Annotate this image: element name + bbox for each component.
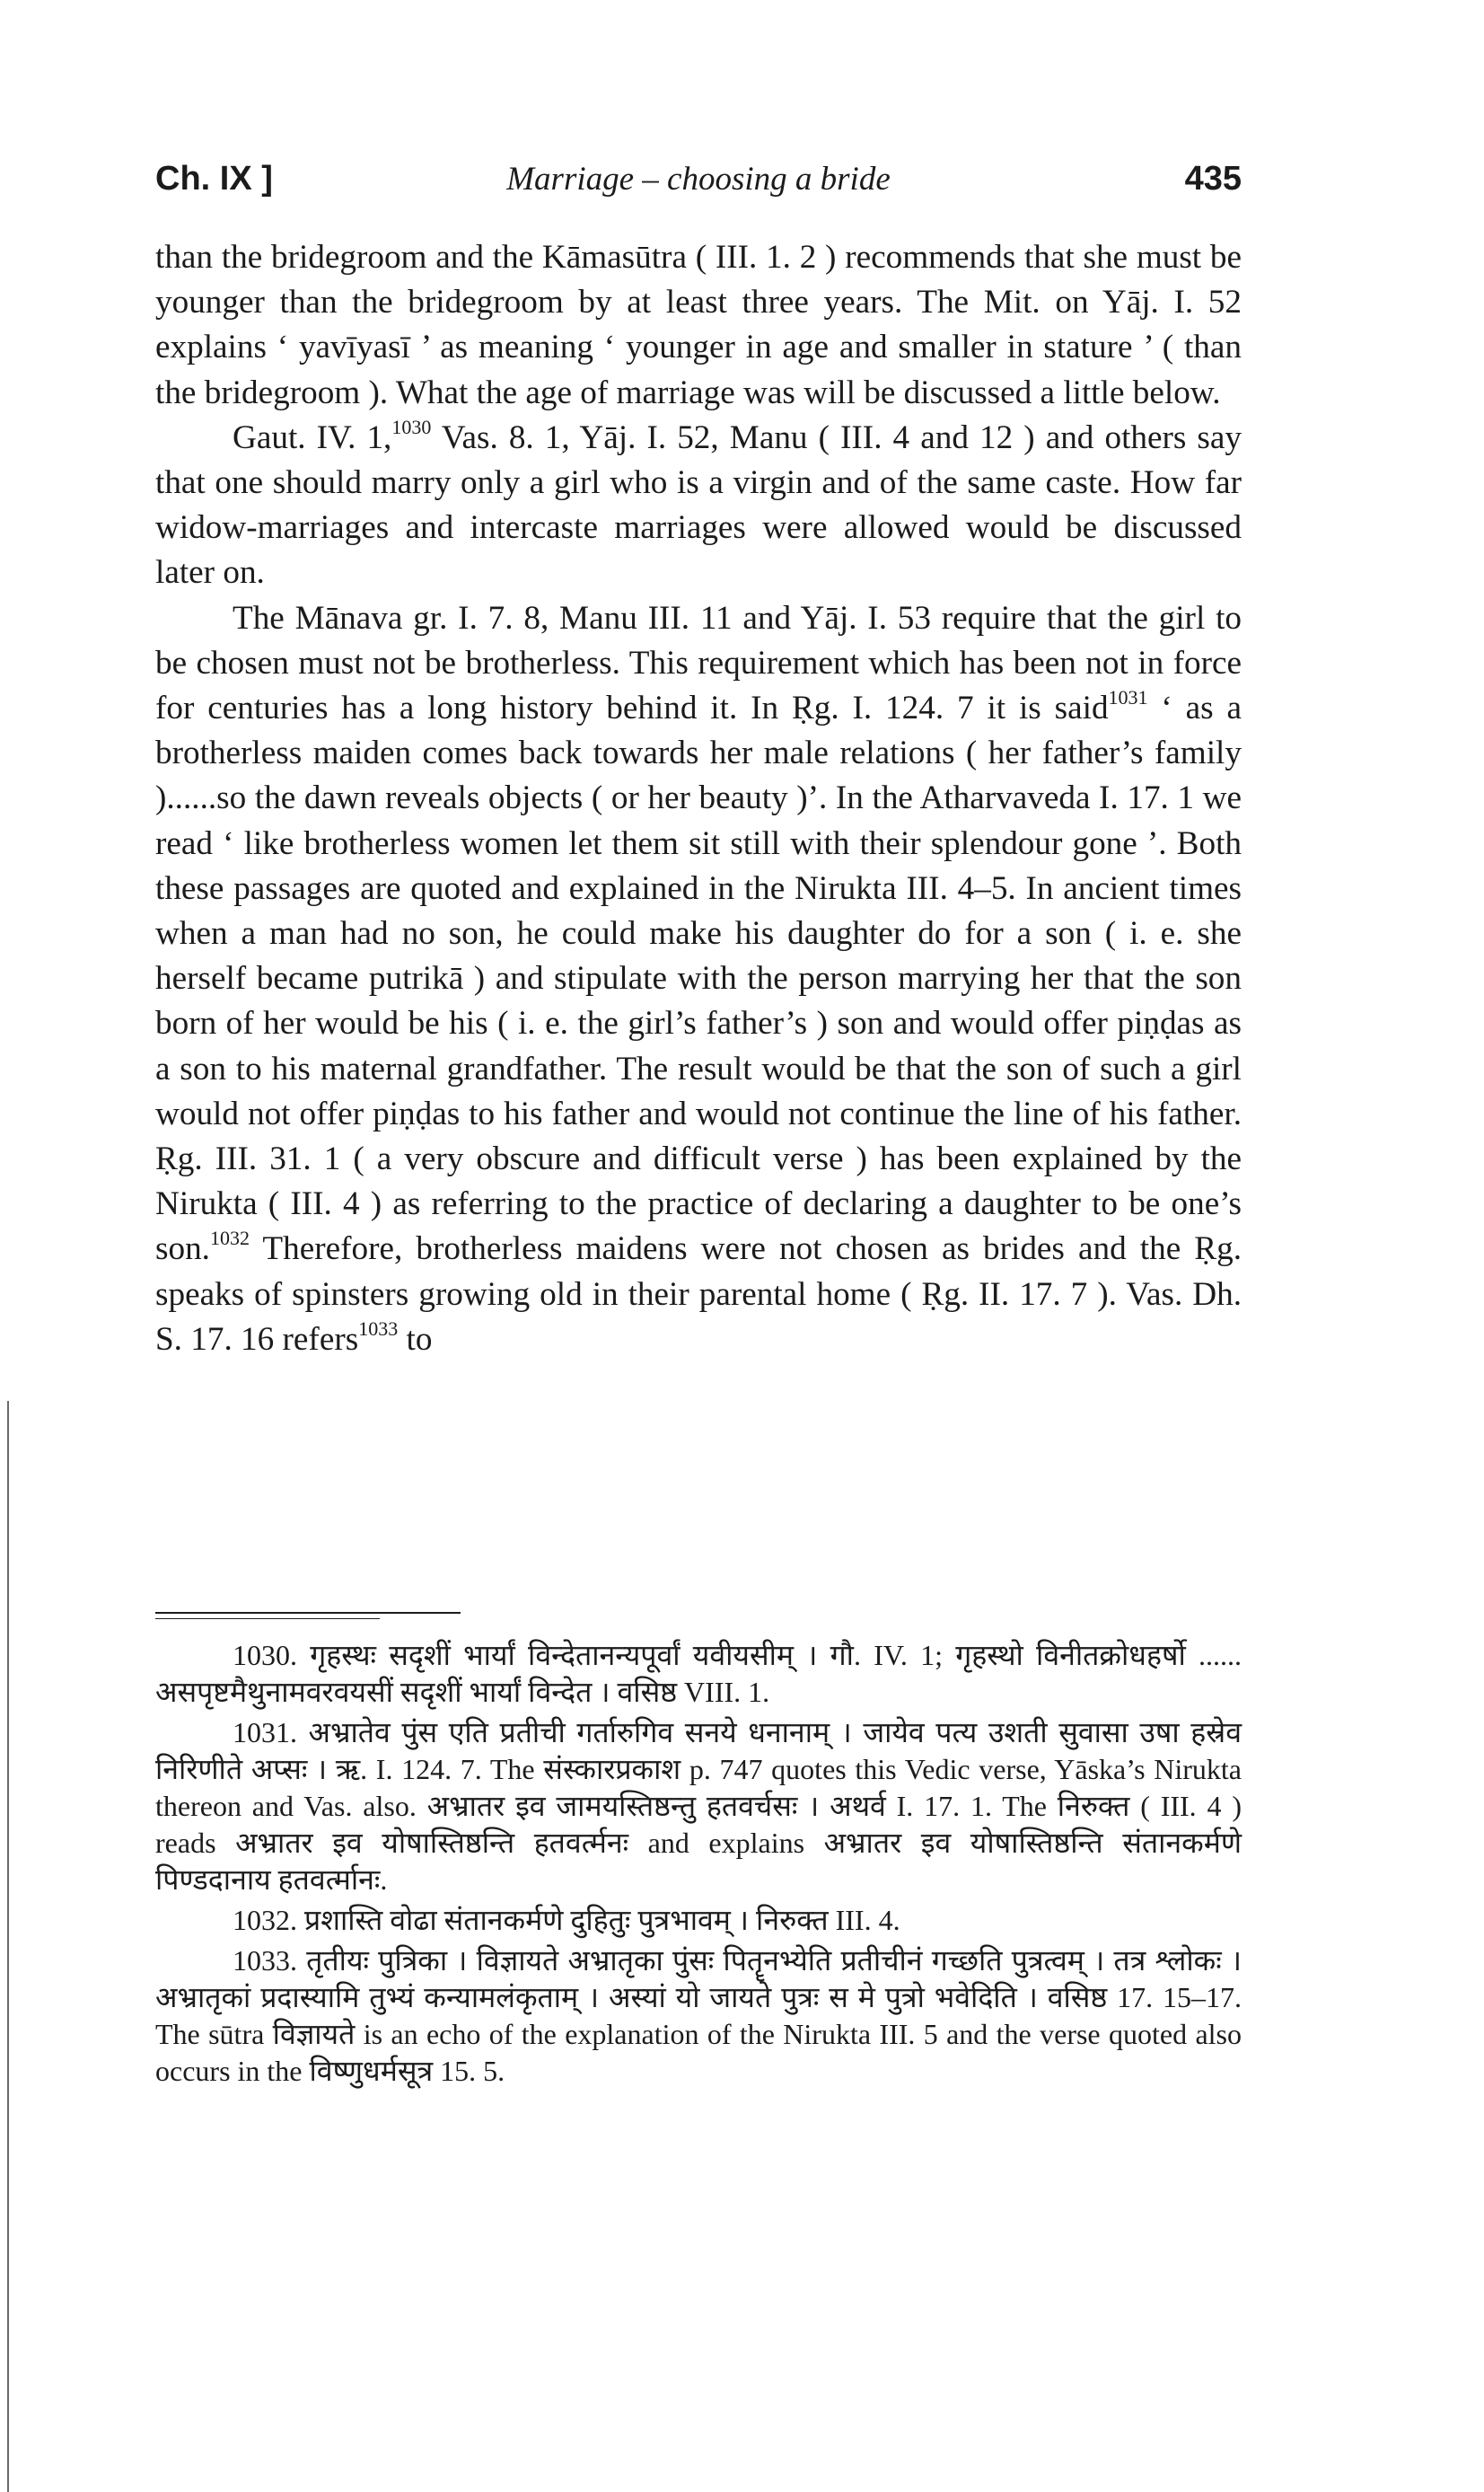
footnote-ref-1033: 1033 xyxy=(358,1316,399,1340)
paragraph-1: than the bridegroom and the Kāmasūtra ( III. 1. 2 ) recommends that she must be younger than the bridegroom by at least three years. The Mit. on Yāj. I. 52 explains ‘ yavīyasī ’ as meaning ‘ younger in age and smaller in stature ’ ( than the bridegroom ). What the age of marriage was will be discussed a little below. xyxy=(155,239,1242,411)
paragraph-3-text-d: to xyxy=(398,1320,433,1358)
binding-shadow xyxy=(7,1401,9,2492)
chapter-label: Ch. IX ] xyxy=(155,160,273,198)
page-number: 435 xyxy=(1184,160,1242,198)
footnote-ref-1032: 1032 xyxy=(209,1227,250,1250)
footnote-1030: 1030. गृहस्थः सदृशीं भार्यां विन्देतानन्यपूर्वां यवीयसीम् । गौ. IV. 1; गृहस्थो विनीतक्रोधहर्षो ...... असपृष्टमैथुनामवरवयसीं सदृशीं भार्यां विन्देत । वसिष्ठ VIII. 1. xyxy=(155,1639,1242,1708)
footnote-ref-1030: 1030 xyxy=(391,415,432,438)
footnote-divider xyxy=(155,1612,461,1614)
running-head xyxy=(155,160,1242,214)
main-text xyxy=(155,235,1242,1362)
paragraph-3 xyxy=(155,596,1242,1362)
paragraph-2-text-a: Gaut. IV. 1, xyxy=(233,418,392,456)
paragraph-2 xyxy=(155,416,1242,596)
footnote-ref-1031: 1031 xyxy=(1108,686,1148,709)
paragraph-3-text-a: The Mānava gr. I. 7. 8, Manu III. 11 and Yāj. I. 53 require that the girl to be chosen must not be brotherless. This requirement which has been not in force for centuries has a long history behind it. In Ṛg. I. 124. 7 it is said xyxy=(155,599,1242,727)
footnote-1031: 1031. अभ्रातेव पुंस एति प्रतीची गर्तारुगिव सनये धनानाम् । जायेव पत्य उशती सुवासा उषा हस्रेव निरिणीते अप्सः । ऋ. I. 124. 7. The संस्कारप्रकाश p. 747 quotes this Vedic verse, Yāska’s Nirukta thereon and Vas. also. अभ्रातर इव जामयस्तिष्ठन्तु हतवर्चसः । अथर्व I. 17. 1. The निरुक्त ( III. 4 ) reads अभ्रातर इव योषास्तिष्ठन्ति हतवर्त्मनः and explains अभ्रातर इव योषास्तिष्ठन्ति संतानकर्मणे पिण्डदानाय हतवर्त्मानः. xyxy=(155,1716,1242,1896)
paragraph-3-text-c: Therefore, brotherless maidens were not chosen as brides and the Ṛg. speaks of spinsters growing old in their parental home ( Ṛg. II. 17. 7 ). Vas. Dh. S. 17. 16 refers xyxy=(155,1230,1242,1358)
paragraph-2-text-b: Vas. 8. 1, Yāj. I. 52, Manu ( III. 4 and 12 ) and others say that one should marry only a girl who is a virgin and of the same caste. How far widow-marriages and intercaste marriages were allowed would be discussed later on. xyxy=(155,418,1242,592)
footnote-1032: 1032. प्रशास्ति वोढा संतानकर्मणे दुहितुः पुत्रभावम् । निरुक्त III. 4. xyxy=(233,1904,900,1936)
paragraph-3-text-b: ‘ as a brotherless maiden comes back towards her male relations ( her father’s family )......so the dawn reveals objects ( or her beauty )’. In the Atharvaveda I. 17. 1 we read ‘ like brotherless women let them sit still with their splendour gone ’. Both these passages are quoted and explained in the Nirukta III. 4–5. In ancient times when a man had no son, he could make his daughter do for a son ( i. e. she herself became putrikā ) and stipulate with the person marrying her that the son born of her would be his ( i. e. the girl’s father’s ) son and would offer piṇḍas as a son to his maternal grandfather. The result would be that the son of such a girl would not offer piṇḍas to his father and would not continue the line of his father. Ṛg. III. 31. 1 ( a very obscure and difficult verse ) has been explained by the Nirukta ( III. 4 ) as referring to the practice of declaring a daughter to be one’s son. xyxy=(155,690,1242,1268)
footnotes xyxy=(155,1637,1242,2093)
footnote-1033: 1033. तृतीयः पुत्रिका । विज्ञायते अभ्रातृका पुंसः पितॄनभ्येति प्रतीचीनं गच्छति पुत्रत्वम् । तत्र श्लोकः । अभ्रातृकां प्रदास्यामि तुभ्यं कन्यामलंकृताम् । अस्यां यो जायते पुत्रः स मे पुत्रो भवेदिति । वसिष्ठ 17. 15–17. The sūtra विज्ञायते is an echo of the explanation of the Nirukta III. 5 and the verse quoted also occurs in the विष्णुधर्मसूत्र 15. 5. xyxy=(155,1944,1242,2087)
running-title: Marriage – choosing a bride xyxy=(506,161,891,198)
footnote-divider-thin xyxy=(155,1618,380,1619)
